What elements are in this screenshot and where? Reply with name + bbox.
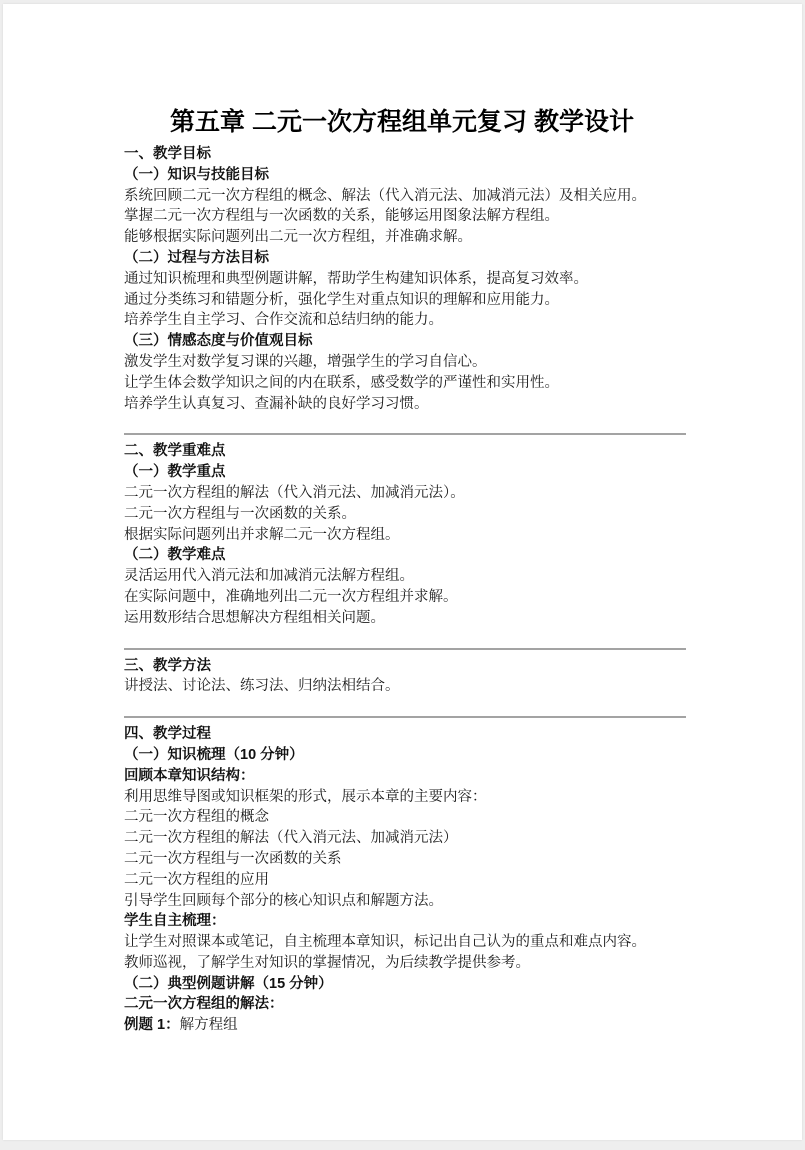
section-heading: 一、教学目标	[124, 146, 211, 162]
subsection-heading: （一）知识梳理（10 分钟）	[124, 746, 304, 763]
paragraph: 二元一次方程组的应用	[124, 871, 269, 888]
subsection-heading: （三）情感态度与价值观目标	[124, 333, 313, 350]
bold-paragraph: 学生自主梳理：	[124, 913, 226, 930]
example-label: 例题 1：	[124, 1017, 180, 1034]
paragraph: 在实际问题中，准确地列出二元一次方程组并求解。	[124, 588, 458, 605]
paragraph: 二元一次方程组的解法（代入消元法、加减消元法）。	[124, 484, 465, 501]
paragraph: 培养学生认真复习、查漏补缺的良好学习习惯。	[124, 395, 429, 412]
section-divider	[124, 648, 686, 650]
document-title: 第五章 二元一次方程组单元复习 教学设计	[170, 108, 634, 136]
paragraph: 通过分类练习和错题分析，强化学生对重点知识的理解和应用能力。	[124, 291, 559, 308]
paragraph: 二元一次方程组的解法（代入消元法、加减消元法）	[124, 830, 458, 847]
paragraph: 让学生体会数学知识之间的内在联系，感受数学的严谨性和实用性。	[124, 374, 559, 391]
paragraph: 能够根据实际问题列出二元一次方程组，并准确求解。	[124, 229, 472, 246]
section-divider	[124, 716, 686, 718]
subsection-heading: （二）过程与方法目标	[124, 249, 269, 266]
subsection-heading: （二）典型例题讲解（15 分钟）	[124, 975, 333, 992]
paragraph: 根据实际问题列出并求解二元一次方程组。	[124, 526, 400, 543]
paragraph: 二元一次方程组与一次函数的关系。	[124, 505, 356, 522]
paragraph: 二元一次方程组的概念	[124, 809, 269, 826]
bold-paragraph: 回顾本章知识结构：	[124, 767, 255, 784]
subsection-heading: （二）教学难点	[124, 547, 226, 564]
paragraph: 引导学生回顾每个部分的核心知识点和解题方法。	[124, 892, 443, 909]
paragraph: 灵活运用代入消元法和加减消元法解方程组。	[124, 568, 414, 585]
paragraph: 教师巡视，了解学生对知识的掌握情况，为后续教学提供参考。	[124, 954, 530, 971]
section-heading: 四、教学过程	[124, 726, 211, 743]
paragraph: 激发学生对数学复习课的兴趣，增强学生的学习自信心。	[124, 353, 487, 370]
subsection-heading: （一）教学重点	[124, 464, 226, 481]
paragraph: 运用数形结合思想解决方程组相关问题。	[124, 609, 385, 626]
subsection-heading: （一）知识与技能目标	[124, 166, 269, 183]
example-line	[124, 1015, 680, 1036]
section-heading: 三、教学方法	[124, 657, 211, 674]
paragraph: 二元一次方程组与一次函数的关系	[124, 850, 342, 867]
paragraph: 让学生对照课本或笔记，自主梳理本章知识，标记出自己认为的重点和难点内容。	[124, 934, 646, 951]
paragraph: 通过知识梳理和典型例题讲解，帮助学生构建知识体系，提高复习效率。	[124, 270, 588, 287]
document-page	[3, 4, 802, 1140]
paragraph: 讲授法、讨论法、练习法、归纳法相结合。	[124, 678, 400, 695]
paragraph: 掌握二元一次方程组与一次函数的关系，能够运用图象法解方程组。	[124, 208, 559, 225]
section-heading: 二、教学重难点	[124, 443, 226, 460]
example-text: 解方程组	[179, 1017, 238, 1034]
section-divider	[124, 433, 686, 435]
paragraph: 系统回顾二元一次方程组的概念、解法（代入消元法、加减消元法）及相关应用。	[124, 187, 646, 204]
bold-paragraph: 二元一次方程组的解法：	[124, 996, 284, 1013]
paragraph: 培养学生自主学习、合作交流和总结归纳的能力。	[124, 312, 443, 329]
document-body	[124, 144, 680, 1036]
paragraph: 利用思维导图或知识框架的形式，展示本章的主要内容：	[124, 788, 487, 805]
